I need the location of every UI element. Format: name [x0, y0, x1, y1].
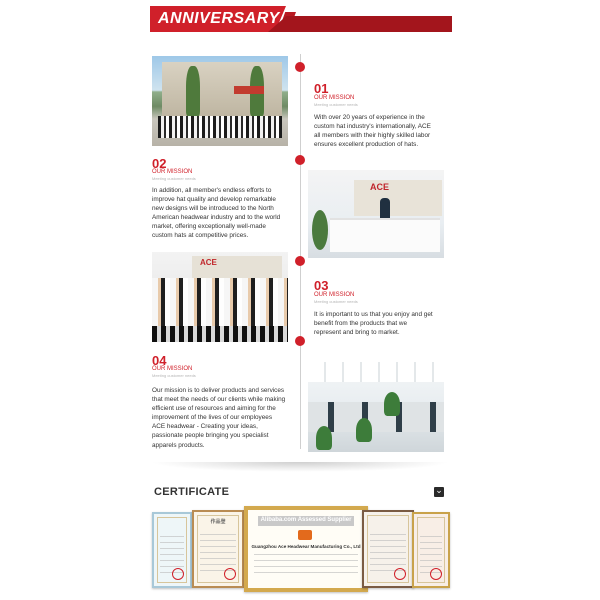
certificate-company: Guangzhou Ace Headwear Manufacturing Co., Ltd: [251, 544, 361, 549]
text-line: that meet the needs of our clients while making: [152, 396, 286, 404]
certificate-image: [412, 512, 450, 588]
team-group-photo: [152, 252, 288, 342]
section-number: 02: [152, 156, 167, 171]
anniversary-banner: [150, 6, 452, 32]
company-logo-text: ACE: [370, 182, 390, 192]
building-shape: [162, 62, 282, 116]
text-line: improve hat quality and develop remarkable: [152, 196, 276, 204]
text-line: represent and bring to market.: [314, 329, 400, 337]
text-line: passionate people bringing you specialist: [152, 432, 269, 440]
palm-tree: [186, 66, 200, 116]
text-line: In addition, all member's endless efforts to: [152, 187, 272, 194]
text-line: benefit from the products that we: [314, 320, 408, 328]
seal-icon: [224, 568, 236, 580]
alibaba-assessed-supplier-certificate: [244, 506, 368, 592]
text-line: apparels products.: [152, 441, 205, 449]
timeline-dot: [295, 256, 305, 266]
text-line: Our mission is to deliver products and services: [152, 387, 285, 394]
seal-icon: [394, 568, 406, 580]
staff-group: [158, 116, 282, 138]
text-line: It is important to us that you enjoy and get: [314, 311, 433, 318]
text-line: custom hat industry's internationally, ACE: [314, 123, 431, 131]
section-subheading: Meeting customer needs: [152, 176, 196, 181]
section-heading: OUR MISSION: [152, 366, 193, 372]
section-text: [314, 310, 450, 337]
certificate-title: CERTIFICATE: [154, 486, 230, 498]
timeline-dot: [295, 62, 305, 72]
section-number: 03: [314, 278, 329, 293]
text-line: With over 20 years of experience in the: [314, 114, 425, 121]
reception-desk: [330, 218, 440, 252]
timeline-dot: [295, 155, 305, 165]
logo-wall: [354, 180, 442, 216]
company-logo-text: ACE: [200, 258, 217, 267]
text-line: all members with their highly skilled labor: [314, 132, 431, 140]
office-ceiling: [308, 362, 444, 382]
team-members-lower: [152, 326, 288, 342]
office-workspace-photo: [308, 362, 444, 452]
text-line: efficient use of resources and aiming for the: [152, 405, 276, 413]
certificate-image: [192, 510, 244, 588]
seal-icon: [430, 568, 442, 580]
supplier-logo-icon: [298, 530, 312, 540]
text-line: ensures excellent production of hats.: [314, 141, 419, 149]
section-text: [152, 186, 294, 241]
office-plant: [384, 392, 400, 416]
certificate-heading: 作品登: [210, 519, 226, 525]
timeline-dot: [295, 336, 305, 346]
text-line: new designs will be introduced to the North: [152, 205, 274, 213]
section-heading: OUR MISSION: [314, 292, 355, 298]
text-line: market, offering exceptionally well-made: [152, 223, 266, 231]
certificate-text-lines: [254, 554, 358, 578]
plant-decoration: [312, 210, 328, 250]
office-plant: [316, 426, 332, 450]
chevron-down-icon[interactable]: ⌄: [435, 485, 443, 495]
building-sign: [234, 86, 264, 94]
timeline-line: [300, 54, 301, 449]
certificate-image: [152, 512, 192, 588]
office-plant: [356, 418, 372, 442]
text-line: ACE headwear - Creating your ideas,: [152, 423, 258, 431]
certificate-heading: Alibaba.com Assessed Supplier: [260, 517, 352, 523]
section-number: 01: [314, 81, 329, 96]
seal-icon: [172, 568, 184, 580]
certificate-image: [362, 510, 414, 588]
section-subheading: Meeting customer needs: [314, 102, 358, 107]
section-heading: OUR MISSION: [152, 169, 193, 175]
text-line: custom hats at competitive prices.: [152, 232, 249, 240]
section-number: 04: [152, 353, 167, 368]
reception-desk-photo: [308, 170, 444, 258]
banner-dark-strip: [268, 16, 452, 32]
section-subheading: Meeting customer needs: [152, 373, 196, 378]
section-divider-shadow: [150, 462, 450, 472]
section-heading: OUR MISSION: [314, 95, 355, 101]
text-line: improvement of the lives of our employees: [152, 414, 273, 422]
banner-title: ANNIVERSARY: [158, 10, 280, 27]
text-line: American headwear industry and to the world: [152, 214, 281, 222]
section-text: [314, 113, 450, 149]
company-building-group-photo: [152, 56, 288, 146]
section-text: [152, 386, 298, 450]
section-subheading: Meeting customer needs: [314, 299, 358, 304]
receptionist-figure: [380, 198, 390, 220]
